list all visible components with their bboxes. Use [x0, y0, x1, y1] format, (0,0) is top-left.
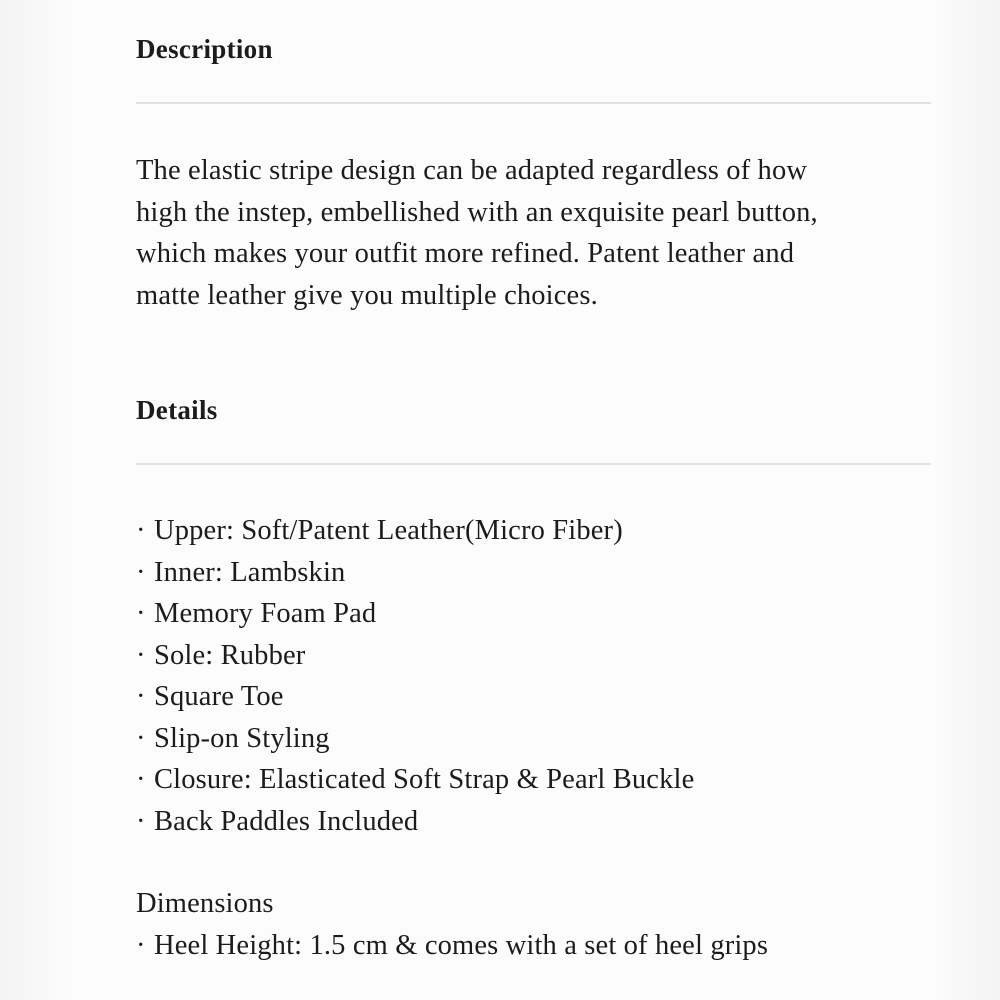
detail-text: Sole: Rubber [154, 639, 306, 671]
bullet-mark: · [136, 515, 146, 546]
bullet-mark: · [136, 805, 146, 837]
description-divider [136, 102, 931, 104]
detail-text: Back Paddles Included [154, 805, 419, 837]
list-item [136, 510, 694, 552]
list-item [136, 759, 694, 801]
description-text [136, 150, 936, 317]
bullet-mark: · [136, 681, 146, 712]
description-line: matte leather give you multiple choices. [136, 280, 598, 312]
list-item [136, 593, 694, 635]
detail-text: Slip-on Styling [154, 722, 330, 754]
detail-text: Memory Foam Pad [154, 598, 377, 629]
details-divider [136, 463, 931, 465]
bullet-mark: · [136, 556, 146, 588]
description-line: The elastic stripe design can be adapted regardless of how [136, 155, 808, 186]
bullet-mark: · [136, 764, 146, 795]
list-item [136, 635, 694, 677]
details-list [136, 510, 694, 842]
description-line: high the instep, embellished with an exquisite pearl button, [136, 196, 818, 228]
details-heading: Details [136, 395, 218, 425]
dimensions-label: Dimensions [136, 888, 274, 919]
description-heading: Description [136, 34, 273, 64]
detail-text: Inner: Lambskin [154, 556, 346, 588]
bullet-mark: · [136, 722, 146, 754]
list-item [136, 552, 694, 594]
dimension-text: Heel Height: 1.5 cm & comes with a set of heel grips [154, 930, 769, 961]
bullet-mark: · [136, 930, 146, 961]
list-item [136, 718, 694, 760]
detail-text: Square Toe [154, 681, 284, 712]
detail-text: Closure: Elasticated Soft Strap & Pearl Buckle [154, 764, 695, 795]
description-line: which makes your outfit more refined. Patent leather and [136, 238, 795, 270]
list-item [136, 801, 694, 843]
bullet-mark: · [136, 598, 146, 629]
dimensions-list [136, 925, 768, 967]
detail-text: Upper: Soft/Patent Leather(Micro Fiber) [154, 515, 623, 546]
bullet-mark: · [136, 639, 146, 671]
list-item [136, 676, 694, 718]
list-item [136, 925, 768, 967]
